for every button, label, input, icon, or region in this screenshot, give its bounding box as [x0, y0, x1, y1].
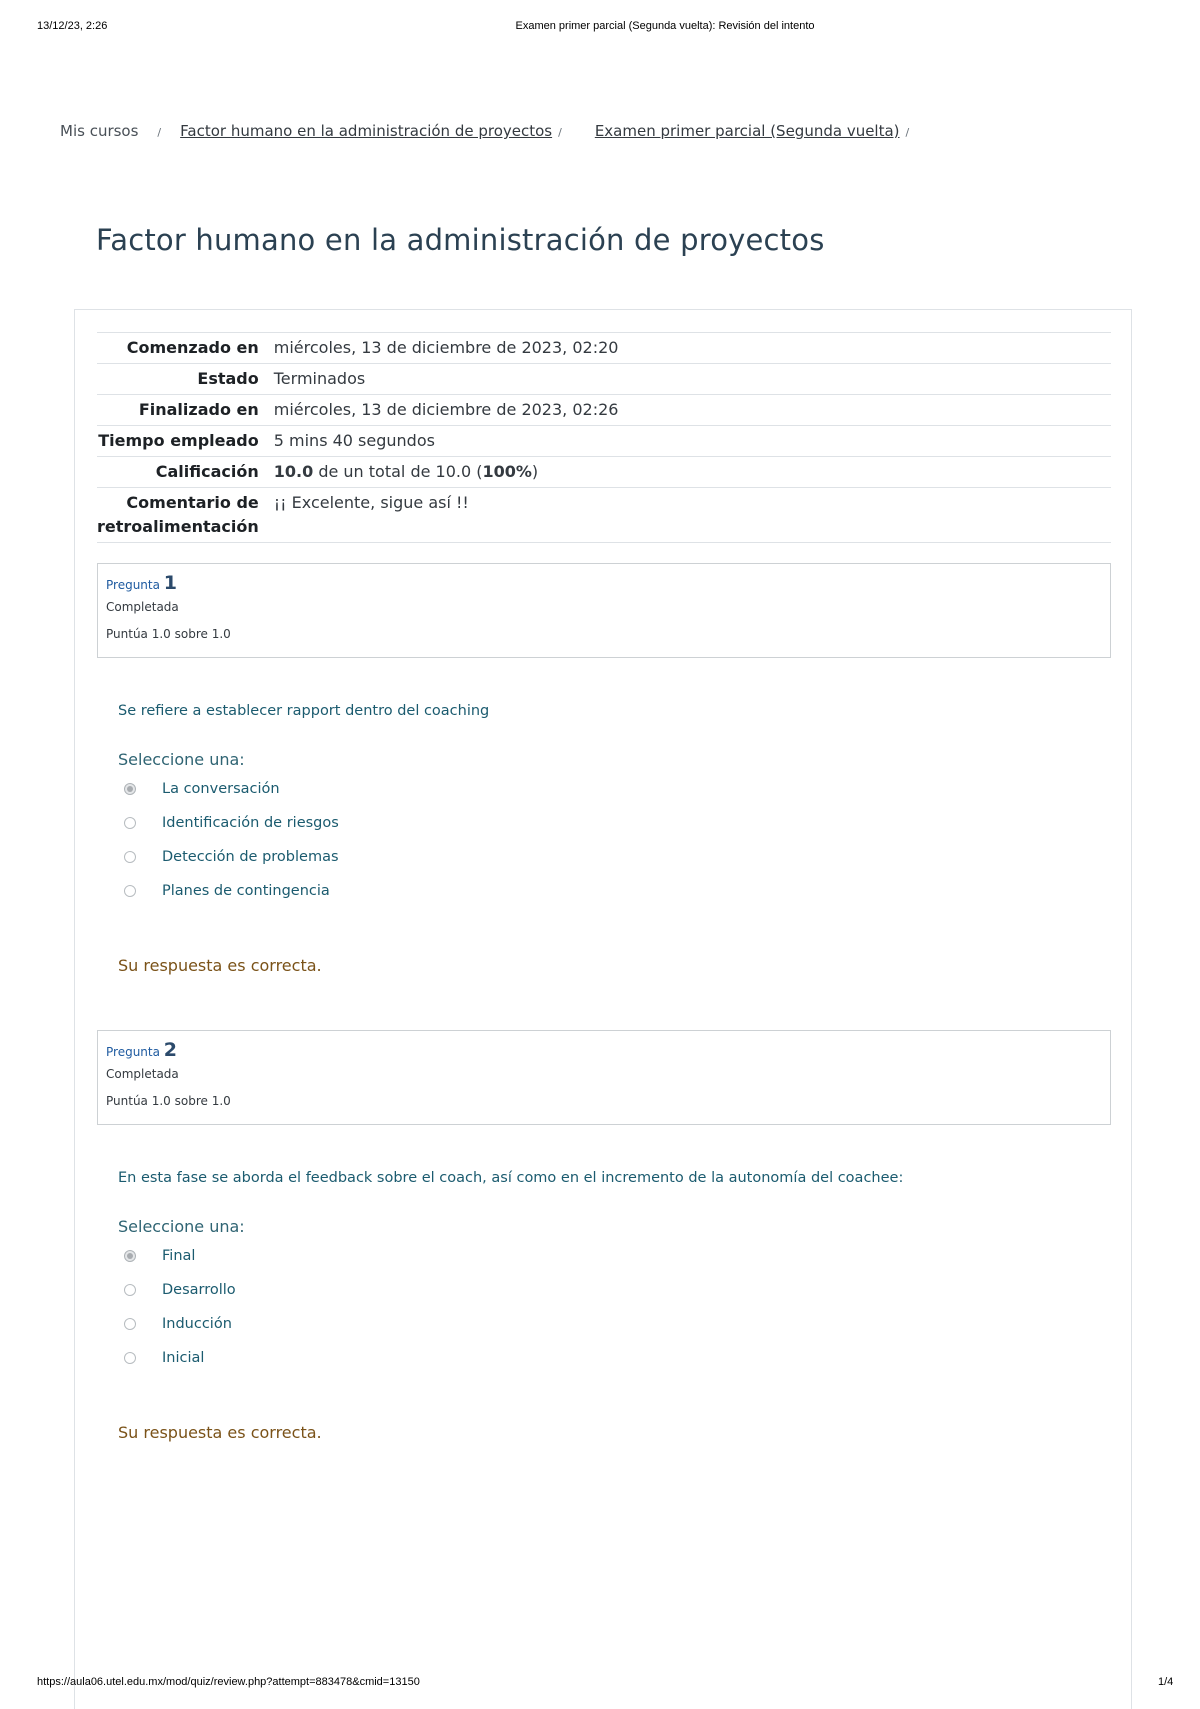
question-info-1: [97, 563, 1111, 658]
grade-percent: 100%: [482, 462, 532, 481]
question-grade: Puntúa 1.0 sobre 1.0: [106, 1094, 231, 1108]
summary-label: Tiempo empleado: [98, 431, 259, 450]
answer-option-label: Planes de contingencia: [162, 883, 330, 899]
answer-option-label: La conversación: [162, 781, 280, 797]
summary-value: miércoles, 13 de diciembre de 2023, 02:20: [273, 338, 619, 357]
answer-prompt: Seleccione una:: [118, 750, 245, 769]
attempt-summary-table: [97, 332, 1111, 543]
answer-option[interactable]: [124, 815, 339, 831]
grade-close: ): [531, 462, 539, 481]
question-number: [106, 1039, 1102, 1063]
question-state: Completada: [106, 1067, 179, 1081]
summary-row-started: [97, 333, 1111, 364]
summary-value: ¡¡ Excelente, sigue así !!: [273, 493, 469, 512]
summary-row-time-taken: [97, 426, 1111, 457]
print-page-number: 1/4: [1158, 1676, 1174, 1688]
radio-icon[interactable]: [124, 885, 136, 897]
radio-icon[interactable]: [124, 1284, 136, 1296]
answer-option[interactable]: [124, 1282, 236, 1298]
question-grade: Puntúa 1.0 sobre 1.0: [106, 627, 231, 641]
answer-option[interactable]: [124, 781, 280, 797]
summary-row-grade: [97, 457, 1111, 488]
answer-feedback: Su respuesta es correcta.: [118, 956, 322, 975]
radio-selected-icon[interactable]: [124, 1250, 136, 1262]
answer-option[interactable]: [124, 1248, 195, 1264]
answer-option[interactable]: [124, 883, 330, 899]
summary-label: Finalizado en: [138, 400, 259, 419]
question-text: En esta fase se aborda el feedback sobre el coach, así como en el incremento de la autonomía del coachee:: [118, 1170, 904, 1186]
radio-selected-icon[interactable]: [124, 783, 136, 795]
radio-icon[interactable]: [124, 1318, 136, 1330]
answer-option-label: Final: [162, 1248, 196, 1264]
print-url: https://aula06.utel.edu.mx/mod/quiz/review.php?attempt=883478&cmid=13150: [37, 1676, 420, 1688]
radio-icon[interactable]: [124, 817, 136, 829]
question-number-value: 1: [163, 572, 178, 594]
summary-label: Comentario de retroalimentación: [97, 493, 259, 536]
breadcrumb-separator: /: [558, 126, 562, 139]
grade-total: de un total de 10.0 (: [313, 462, 483, 481]
breadcrumb-item-mis-cursos[interactable]: Mis cursos: [60, 122, 139, 140]
radio-icon[interactable]: [124, 1352, 136, 1364]
summary-value: Terminados: [273, 369, 366, 388]
answer-option-label: Identificación de riesgos: [162, 815, 339, 831]
answer-option[interactable]: [124, 1350, 204, 1366]
summary-label: Estado: [197, 369, 259, 388]
answer-option-label: Inicial: [162, 1350, 205, 1366]
breadcrumb: [60, 122, 909, 140]
print-datetime: 13/12/23, 2:26: [37, 20, 108, 32]
summary-value: miércoles, 13 de diciembre de 2023, 02:26: [273, 400, 619, 419]
summary-value: [274, 457, 1111, 488]
question-text: Se refiere a establecer rapport dentro del coaching: [118, 703, 490, 719]
breadcrumb-separator: /: [157, 126, 162, 139]
summary-label: Comenzado en: [126, 338, 259, 357]
page-title: Factor humano en la administración de proyectos: [96, 223, 825, 257]
answer-prompt: Seleccione una:: [118, 1217, 245, 1236]
breadcrumb-item-exam[interactable]: Examen primer parcial (Segunda vuelta): [594, 122, 900, 140]
breadcrumb-separator: /: [905, 126, 910, 139]
answer-feedback: Su respuesta es correcta.: [118, 1423, 322, 1442]
summary-row-feedback: [97, 488, 1111, 543]
answer-option[interactable]: [124, 849, 339, 865]
question-state: Completada: [106, 600, 179, 614]
print-doc-title: Examen primer parcial (Segunda vuelta): Revisión del intento: [515, 20, 815, 32]
summary-row-state: [97, 364, 1111, 395]
question-number-value: 2: [163, 1039, 178, 1061]
answer-option-label: Inducción: [162, 1316, 232, 1332]
answer-option-label: Detección de problemas: [162, 849, 339, 865]
breadcrumb-item-course[interactable]: Factor humano en la administración de proyectos: [180, 122, 553, 140]
question-label: Pregunta: [106, 1045, 160, 1059]
summary-value: 5 mins 40 segundos: [273, 431, 435, 450]
answer-option-label: Desarrollo: [162, 1282, 236, 1298]
question-number: [106, 572, 1102, 596]
question-label: Pregunta: [106, 578, 160, 592]
question-info-2: [97, 1030, 1111, 1125]
radio-icon[interactable]: [124, 851, 136, 863]
grade-score: 10.0: [273, 462, 314, 481]
summary-label: Calificación: [155, 462, 259, 481]
answer-option[interactable]: [124, 1316, 232, 1332]
summary-row-finished: [97, 395, 1111, 426]
